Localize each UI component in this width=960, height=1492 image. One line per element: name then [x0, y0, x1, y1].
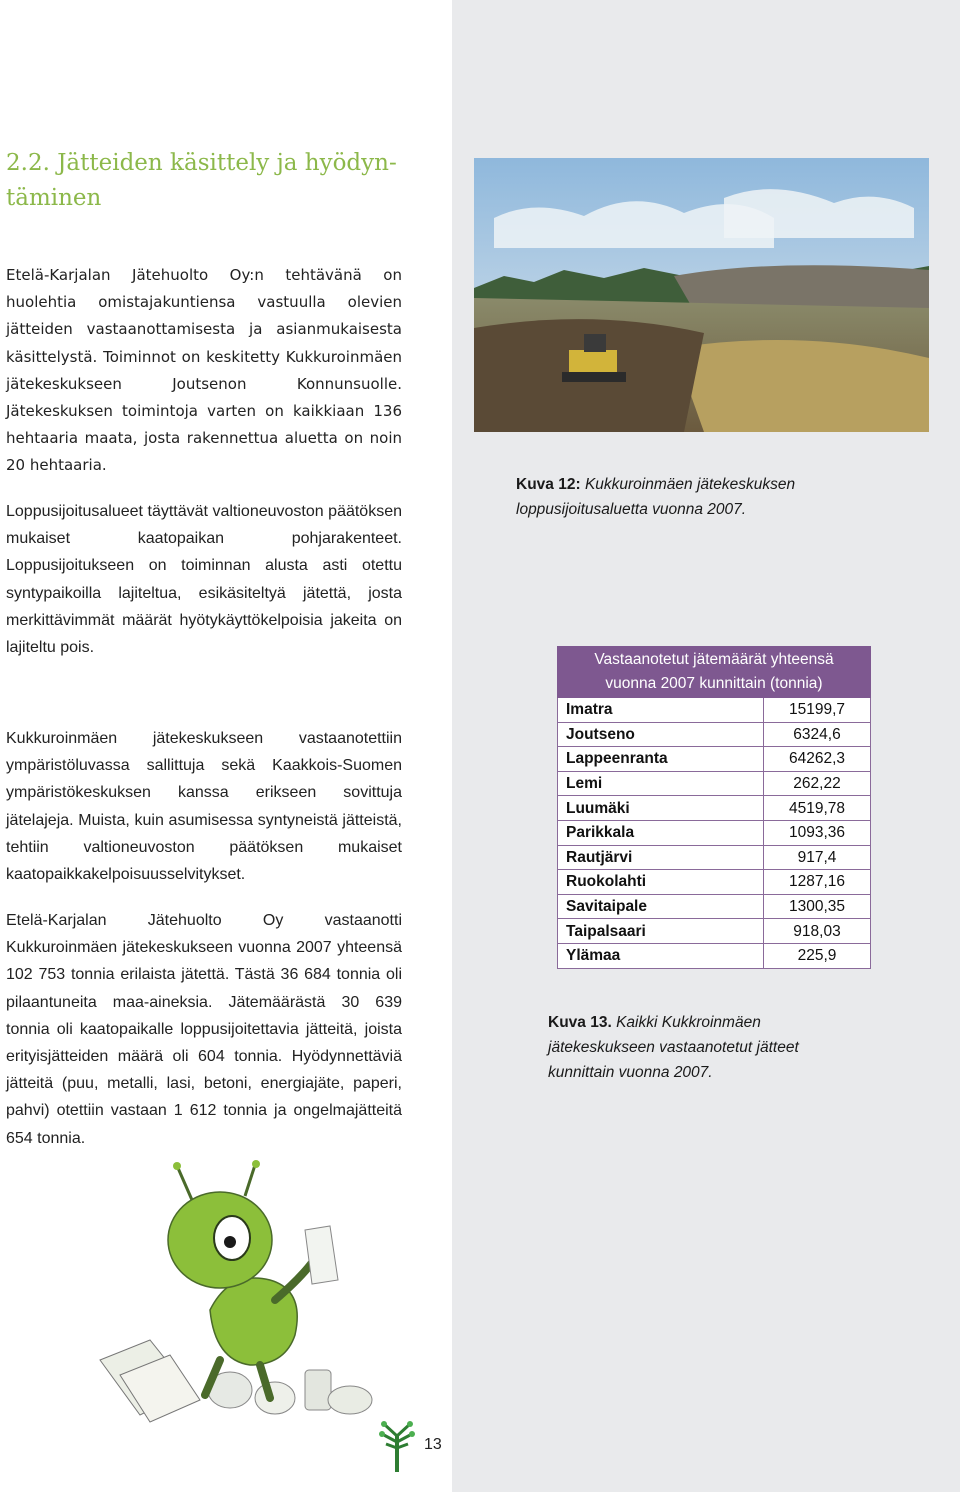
- waste-amount: 4519,78: [764, 796, 871, 821]
- waste-amount: 262,22: [764, 771, 871, 796]
- table-row: [558, 747, 871, 772]
- municipality-name: Luumäki: [558, 796, 764, 821]
- table-row: [558, 943, 871, 968]
- waste-amount: 1093,36: [764, 820, 871, 845]
- page-number: 13: [424, 1436, 442, 1453]
- paragraph-waste-types: Kukkuroinmäen jätekeskukseen vastaanotettiin ympäristöluvassa sallittuja sekä Kaakkois-Suomen ympäristökeskuksen kanssa erikseen sovittuja jätelajeja. Muista, kuin asumisessa syntyneistä jätteistä, tehtiin valtioneuvoston päätöksen mukaiset kaatopaikkakelpoisuusselvitykset.: [6, 730, 402, 884]
- table-row: [558, 698, 871, 723]
- municipality-name: Savitaipale: [558, 894, 764, 919]
- municipality-name: Taipalsaari: [558, 919, 764, 944]
- table-row: [558, 820, 871, 845]
- waste-by-municipality-table: [557, 646, 871, 969]
- waste-amount: 225,9: [764, 943, 871, 968]
- table-row: [558, 894, 871, 919]
- figure-13-text: Kaikki Kukkroinmäen jätekeskukseen vastaanotetut jätteet kunnittain vuonna 2007.: [548, 1014, 799, 1081]
- table-row: [558, 919, 871, 944]
- organization-logo-icon: [378, 1420, 416, 1472]
- municipality-name: Lemi: [558, 771, 764, 796]
- figure-12-caption: [516, 472, 896, 522]
- municipality-name: Ruokolahti: [558, 870, 764, 895]
- waste-amount: 918,03: [764, 919, 871, 944]
- figure-12-label: Kuva 12:: [516, 476, 581, 493]
- waste-amount: 6324,6: [764, 722, 871, 747]
- table-row: [558, 722, 871, 747]
- paragraph-totals: Etelä-Karjalan Jätehuolto Oy vastaanotti Kukkuroinmäen jätekeskukseen vuonna 2007 yhteensä 102 753 tonnia erilaista jätettä. Tästä 36 684 tonnia oli pilaantuneita maa-aineksia. Jätemäärästä 30 639 tonnia oli kaatopaikalle loppusijoitettavia jätteitä, joista erityisjätteiden määrä oli 604 tonnia. Hyödynnettäviä jätteitä (puu, metalli, lasi, betoni, energiajäte, paperi, pahvi) otettiin vastaan 1 612 tonnia ja ongelmajätteitä 654 tonnia.: [6, 912, 402, 1147]
- paragraph-intro: Etelä-Karjalan Jätehuolto Oy:n tehtävänä on huolehtia omistajakuntiensa vastuulla olevien jätteiden vastaanottamisesta ja asianmukaisesta käsittelystä. Toiminnot on keskitetty Kukkuroinmäen jätekeskukseen Joutsenon Konnunsuolle. Jätekeskuksen toimintoja varten on kaikkiaan 136 hehtaaria maata, josta rakennettua aluetta on noin 20 hehtaaria.: [6, 266, 402, 475]
- municipality-name: Ylämaa: [558, 943, 764, 968]
- table-header: [558, 647, 871, 698]
- table-row: [558, 771, 871, 796]
- section-heading: [6, 146, 426, 216]
- waste-amount: 1300,35: [764, 894, 871, 919]
- municipality-name: Rautjärvi: [558, 845, 764, 870]
- heading-line-2: täminen: [6, 185, 102, 211]
- waste-amount: 64262,3: [764, 747, 871, 772]
- heading-line-1: 2.2. Jätteiden käsittely ja hyödyn-: [6, 150, 397, 176]
- paragraph-landfill: Loppusijoitusalueet täyttävät valtioneuvoston päätöksen mukaiset kaatopaikan pohjarakenteet. Loppusijoitukseen on toiminnan alusta asti otettu syntypaikoilla lajiteltua, esikäsiteltyä jätettä, josta merkittävimmät määrät hyötykäyttökelpoisia jakeita on lajiteltu pois.: [6, 503, 402, 657]
- landfill-photo: [474, 158, 929, 432]
- municipality-name: Joutseno: [558, 722, 764, 747]
- waste-amount: 1287,16: [764, 870, 871, 895]
- waste-amount: 917,4: [764, 845, 871, 870]
- table-row: [558, 845, 871, 870]
- figure-13-label: Kuva 13.: [548, 1014, 612, 1031]
- municipality-name: Lappeenranta: [558, 747, 764, 772]
- municipality-name: Parikkala: [558, 820, 764, 845]
- table-header-line-2: vuonna 2007 kunnittain (tonnia): [605, 675, 823, 692]
- frog-mascot-illustration: [80, 1160, 390, 1430]
- figure-13-caption: [548, 1010, 868, 1085]
- table-header-line-1: Vastaanotetut jätemäärät yhteensä: [594, 651, 834, 668]
- table-row: [558, 796, 871, 821]
- waste-amount: 15199,7: [764, 698, 871, 723]
- table-row: [558, 870, 871, 895]
- municipality-name: Imatra: [558, 698, 764, 723]
- figure-12-text: Kukkuroinmäen jätekeskuksen loppusijoitusaluetta vuonna 2007.: [516, 476, 796, 518]
- table-header-row: [558, 647, 871, 698]
